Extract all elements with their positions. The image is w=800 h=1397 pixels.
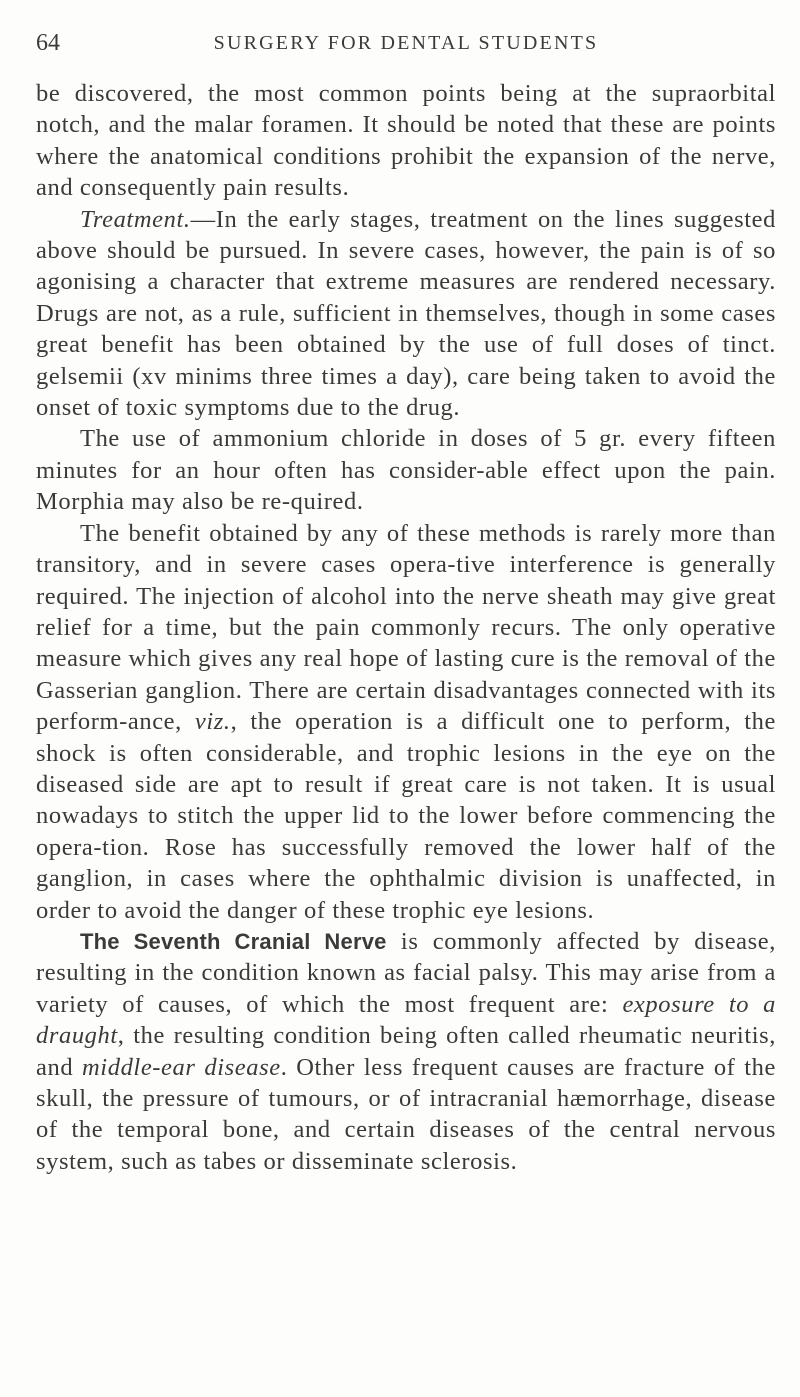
viz-abbrev: viz. [194, 708, 231, 736]
body-text [36, 78, 776, 1177]
paragraph-benefit [36, 518, 776, 926]
treatment-label: Treatment. [80, 205, 191, 233]
paragraph-treatment [36, 204, 776, 424]
seventh-nerve-heading: The Seventh Cranial Nerve [80, 928, 387, 954]
seventh-nerve-text-b: , the resulting condition being often called rheumatic neuritis, and [36, 1022, 776, 1081]
exposure-term: exposure to a draught [36, 990, 776, 1050]
benefit-text-b: , the operation is a difficult one to perform, the shock is often considerable, and trophic lesions in the eye on the diseased side are apt to result if great care is not taken. It is usual nowadays to stitch the upper lid to the lower before commencing the opera-tion. Rose has successfully removed the lower half of the ganglion, in cases where the ophthalmic division is unaffected, in order to avoid the danger of these trophic eye lesions. [36, 708, 776, 924]
paragraph-seventh-nerve [36, 926, 776, 1177]
paragraph-1-text: be discovered, the most common points being at the supraorbital notch, and the malar foramen. It should be noted that these are points where the anatomical conditions prohibit the expansion of the nerve, and consequently pain results. [36, 80, 776, 202]
benefit-text-a: The benefit obtained by any of these methods is rarely more than transitory, and in severe cases opera-tive interference is generally required. The injection of alcohol into the nerve sheath may give great relief for a time, but the pain commonly recurs. The only operative measure which gives any real hope of lasting cure is the removal of the Gasserian ganglion. There are certain disadvantages connected with its perform-ance, [36, 519, 776, 736]
middle-ear-term: middle-ear disease [82, 1053, 281, 1081]
seventh-nerve-text-c: . Other less frequent causes are fracture of the skull, the pressure of tumours, or of intracranial hæmorrhage, disease of the temporal bone, and certain diseases of the central nervous system, such as tabes or disseminate sclerosis. [36, 1053, 776, 1175]
running-title: SURGERY FOR DENTAL STUDENTS [213, 32, 599, 54]
paragraph-ammonium [36, 423, 776, 517]
page-number: 64 [36, 30, 60, 56]
page-header [36, 24, 776, 64]
seventh-nerve-text-a: is commonly affected by disease, resulting in the condition known as facial palsy. This may arise from a variety of causes, of which the most frequent are: [36, 927, 776, 1018]
book-page [36, 24, 776, 1175]
ammonium-text: The use of ammonium chloride in doses of 5 gr. every fifteen minutes for an hour often has consider-able effect upon the pain. Morphia may also be re-quired. [36, 425, 776, 516]
treatment-text: —In the early stages, treatment on the lines suggested above should be pursued. In severe cases, however, the pain is of so agonising a character that extreme measures are rendered necessary. Drugs are not, as a rule, sufficient in themselves, though in some cases great benefit has been obtained by the use of full doses of tinct. gelsemii (xv minims three times a day), care being taken to avoid the onset of toxic symptoms due to the drug. [36, 205, 776, 422]
paragraph-1 [36, 78, 776, 204]
